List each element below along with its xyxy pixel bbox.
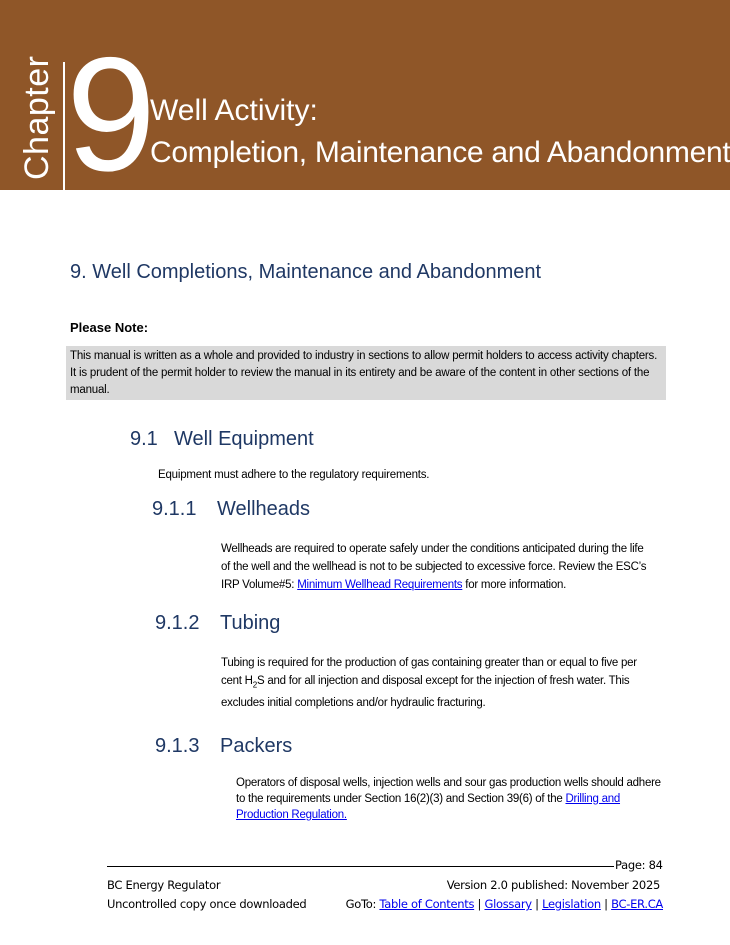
section-heading-9-1-3 [155, 735, 292, 758]
section-title: Wellheads [217, 498, 311, 520]
paragraph-text: Wellheads are required to operate safely under the conditions anticipated during the life of the well and the wellhead is not to be subjected to excessive force. Review the ESC’s IRP Volume#5: [221, 543, 647, 591]
note-box [66, 346, 666, 400]
paragraph-text: for more information. [462, 579, 567, 591]
note-text: This manual is written as a whole and provided to industry in sections to allow permit holders to access activity chapters. It is prudent of the permit holder to review the manual in its entirety and be aware of the content in other sections of the manual. [70, 350, 658, 396]
bc-er-link[interactable]: BC-ER.CA [611, 897, 663, 911]
glossary-link[interactable]: Glossary [484, 897, 532, 911]
drilling-regulation-link[interactable]: Drilling and Production Regulation. [236, 793, 621, 821]
footer-org: BC Energy Regulator [107, 878, 221, 892]
section-9-1-1-text [221, 540, 651, 594]
goto-label: GoTo: [345, 897, 380, 911]
paragraph-text: Operators of disposal wells, injection wells and sour gas production wells should adhere to the requirements under Section 16(2)(3) and Section 39(6) of the [236, 777, 661, 805]
page-number: Page: 84 [615, 858, 663, 872]
footer-version: Version 2.0 published: November 2025 [446, 878, 660, 892]
footer-goto [346, 897, 663, 911]
separator: | [600, 897, 612, 911]
chapter-label: Chapter [18, 55, 56, 180]
section-heading-9-1-2 [155, 612, 280, 635]
section-number: 9.1.1 [152, 498, 197, 520]
section-9-1-text: Equipment must adhere to the regulatory requirements. [158, 469, 430, 481]
section-heading-9-1-1 [152, 498, 310, 521]
section-title: Packers [220, 735, 293, 757]
legislation-link[interactable]: Legislation [542, 897, 601, 911]
chapter-title-line2: Completion, Maintenance and Abandonment [150, 136, 730, 169]
main-heading: 9. Well Completions, Maintenance and Abandonment [70, 261, 542, 283]
section-number: 9.1.2 [155, 612, 200, 634]
paragraph-text: Tubing is required for the production of gas containing greater than or equal to five per cent H [221, 657, 637, 687]
chapter-number: 9 [66, 24, 153, 190]
footer-uncontrolled: Uncontrolled copy once downloaded [107, 897, 307, 911]
note-label: Please Note: [70, 320, 149, 335]
section-title: Tubing [220, 612, 281, 634]
section-title: Well Equipment [174, 428, 314, 450]
section-number: 9.1 [130, 428, 158, 450]
section-number: 9.1.3 [155, 735, 200, 757]
chapter-title-line1: Well Activity: [150, 94, 318, 127]
section-9-1-3-text [236, 775, 664, 823]
wellhead-requirements-link[interactable]: Minimum Wellhead Requirements [297, 579, 463, 591]
section-heading-9-1 [130, 428, 314, 451]
chapter-banner [0, 0, 730, 190]
chapter-divider [63, 62, 65, 190]
subscript: 2 [252, 680, 257, 690]
separator: | [474, 897, 485, 911]
toc-link[interactable]: Table of Contents [379, 897, 475, 911]
footer-divider [107, 866, 614, 867]
section-9-1-2-text [221, 654, 646, 712]
separator: | [531, 897, 543, 911]
paragraph-text: S and for all injection and disposal except for the injection of fresh water. This excludes initial completions and/or hydraulic fracturing. [221, 675, 630, 710]
